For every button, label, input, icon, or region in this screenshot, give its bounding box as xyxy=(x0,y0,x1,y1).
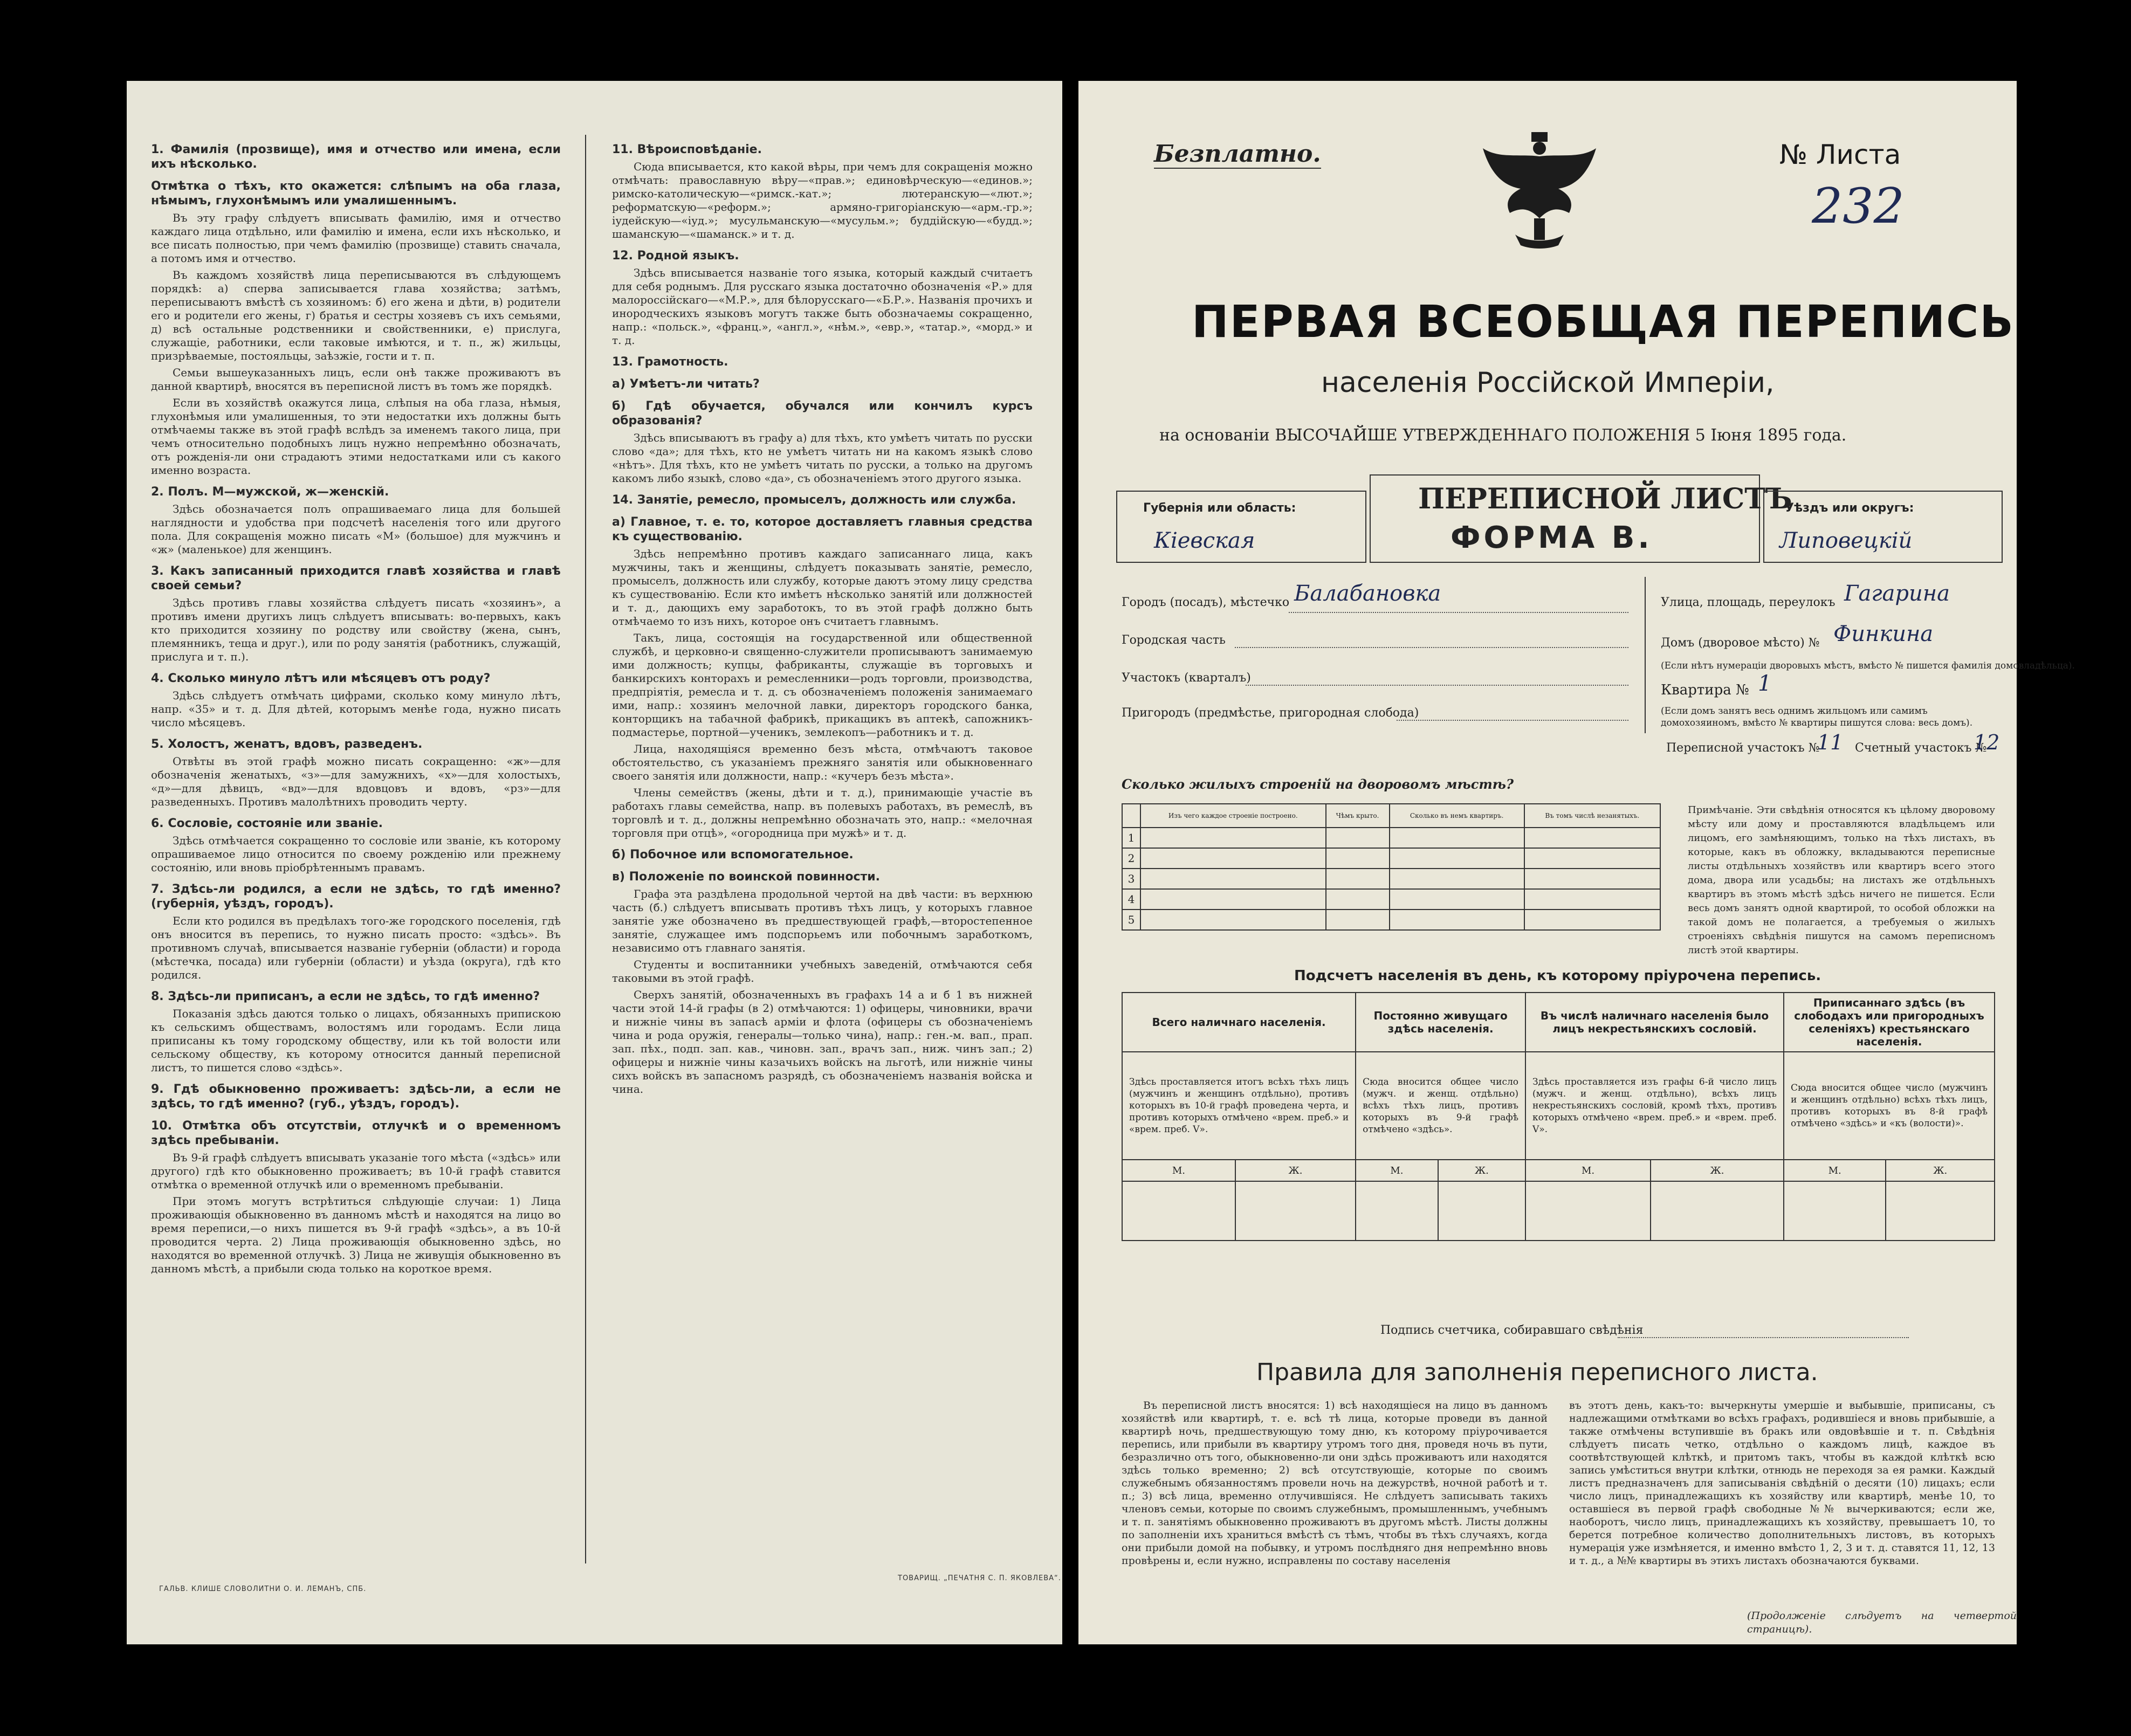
table-cell[interactable] xyxy=(1524,828,1660,848)
table-cell[interactable] xyxy=(1140,910,1326,930)
page-title: ПЕРВАЯ ВСЕОБЩАЯ ПЕРЕПИСЬ xyxy=(1192,297,2015,348)
section-heading: а) Умѣетъ-ли читать? xyxy=(612,377,760,391)
page-subtitle: населенія Россійской Имперіи, xyxy=(1321,367,1775,399)
section-paragraph: Въ 9-й графѣ слѣдуетъ вписывать указаніе того мѣста («здѣсь» или другого) гдѣ кто обыкновенно проживаетъ; въ 10-й графѣ ставится отмѣтка о временной отлучкѣ или о временномъ пребываніи. xyxy=(151,1151,561,1191)
count-note: Сюда вносится общее число (мужчинъ и женщинъ отдѣльно) всѣхъ тѣхъ лицъ, противъ которыхъ въ 8-й графѣ отмѣчено «здѣсь» и «къ (волости)». xyxy=(1784,1052,1995,1160)
buildings-table xyxy=(1122,803,1661,931)
table-cell[interactable] xyxy=(1390,869,1524,889)
kvartira-note: (Если домъ занятъ весь однимъ жильцомъ или самимъ домохозяиномъ, вмѣсто № квартиры пишутся слова: весь домъ). xyxy=(1661,706,1973,728)
section-paragraph: Графа эта раздѣлена продольной чертой на двѣ части: въ верхнюю часть (б.) слѣдуетъ вписывать противъ тѣхъ лицъ, у которыхъ главное занятіе уже обозначено въ предшествующей графѣ,—второстепенное занятіе, служащее имъ подспорьемъ или побочнымъ заработкомъ, независимо отъ главнаго занятія. xyxy=(612,887,1033,954)
form-header-box xyxy=(1116,474,2001,561)
schetny-uchastok-value[interactable]: 12 xyxy=(1974,731,2000,754)
row-number: 1 xyxy=(1122,828,1140,848)
right-page xyxy=(1078,81,2075,1644)
section-heading: 1. Фамилія (прозвище), имя и отчество или имена, если ихъ нѣсколько. xyxy=(151,143,561,171)
section-paragraph: Въ эту графу слѣдуетъ вписывать фамилію, имя и отчество каждаго лица отдѣльно, или фамилію и имена, если ихъ нѣсколько, и все писать полностью, при чемъ фамилію (прозвище) ставить сначала, а потомъ имя и отчество. xyxy=(151,211,561,265)
table-cell[interactable] xyxy=(1390,910,1524,930)
count-note: Здѣсь проставляется итогъ всѣхъ тѣхъ лицъ (мужчинъ и женщинъ отдѣльно), противъ которыхъ въ 10-й графѣ проведена черта, и противъ которыхъ отмѣчено «врем. преб.» и «врем. преб. V». xyxy=(1122,1052,1356,1160)
section-heading: 10. Отмѣтка объ отсутствіи, отлучкѣ и о временномъ здѣсь пребываніи. xyxy=(151,1119,561,1147)
section-paragraph: Сюда вписывается, кто какой вѣры, при чемъ для сокращенія можно отмѣчать: православную вѣру—«прав.»; единовѣрческую—«единов.»; римско-католическую—«римск.-кат.»; лютеранскую—«лют.»; реформатскую—«реформ.»; армяно-григоріанскую—«арм.-гр.»; іудейскую—«іуд.»; мусульманскую—«мусульм.»; буддійскую—«будд.»; шаманскую—«шаманск.» и т. д. xyxy=(612,160,1033,240)
section-paragraph: Здѣсь обозначается полъ опрашиваемаго лица для большей наглядности и удобства при подсчетѣ населенія того или другого пола. Для сокращенія можно писать «М» (большое) для мужчинъ и «ж» (маленькое) для женщинъ. xyxy=(151,502,561,556)
imperial-eagle-icon xyxy=(1477,127,1601,251)
podschet-title: Подсчетъ населенія въ день, къ которому пріурочена перепись. xyxy=(1294,968,1821,984)
row-number: 4 xyxy=(1122,889,1140,910)
row-number: 2 xyxy=(1122,848,1140,869)
table-cell[interactable] xyxy=(1390,848,1524,869)
count-note: Сюда вносится общее число (мужч. и женщ. отдѣльно) всѣхъ тѣхъ лицъ, противъ которыхъ въ 9-й графѣ отмѣчено «здѣсь». xyxy=(1356,1052,1525,1160)
section-heading: 8. Здѣсь-ли приписанъ, а если не здѣсь, то гдѣ именно? xyxy=(151,990,540,1003)
section-heading: 2. Полъ. М—мужской, ж—женскій. xyxy=(151,485,389,499)
female-column-label: Ж. xyxy=(1886,1160,1995,1181)
gorod-label: Городъ (посадъ), мѣстечко xyxy=(1122,596,1290,609)
section-paragraph: Студенты и воспитанники учебныхъ заведеній, отмѣчаются себя таковыми въ этой графѣ. xyxy=(612,958,1033,984)
column-divider xyxy=(585,135,586,1563)
table-cell[interactable] xyxy=(1524,848,1660,869)
perepisnoi-uchastok-value[interactable]: 11 xyxy=(1817,731,1844,754)
count-input-cell[interactable] xyxy=(1651,1181,1784,1241)
table-cell[interactable] xyxy=(1140,848,1326,869)
instructions-column-1 xyxy=(151,135,561,1563)
section-paragraph: Показанія здѣсь даются только о лицахъ, обязанныхъ припискою къ сельскимъ обществамъ, волостямъ или городамъ. Если лица приписаны къ тому городскому обществу, или къ той волости или сельскому обществу, къ которому относится данный переписной листъ, то пишется слово «здѣсь». xyxy=(151,1007,561,1074)
section-heading: 4. Сколько минуло лѣтъ или мѣсяцевъ отъ роду? xyxy=(151,672,491,685)
perepisnoi-uchastok-label: Переписной участокъ № xyxy=(1666,741,1820,755)
sheet-number-value[interactable]: 232 xyxy=(1812,178,1905,235)
table-row xyxy=(1122,828,1660,848)
sheet-number-label: № Листа xyxy=(1779,139,1901,170)
section-paragraph: Здѣсь отмѣчается сокращенно то сословіе или званіе, къ которому опрашиваемое лицо относится по своему рожденію или прежнему состоянію, или вновь пріобрѣтеннымъ правамъ. xyxy=(151,834,561,874)
buildings-header: Сколько въ немъ квартиръ. xyxy=(1390,804,1524,828)
table-row xyxy=(1122,889,1660,910)
table-cell[interactable] xyxy=(1524,889,1660,910)
section-paragraph: Здѣсь противъ главы хозяйства слѣдуетъ писать «хозяинъ», а противъ имени другихъ лицъ слѣдуетъ вписывать: во-первыхъ, какъ кто приходится хозяину по родству или свойству (жена, сынъ, племянникъ, теща и друг.), или по роду занятія (работникъ, служащій, прислуга и т. п.). xyxy=(151,596,561,663)
count-header: Постоянно живущаго здѣсь населенія. xyxy=(1356,993,1525,1052)
primechanie-note: Примѣчаніе. Эти свѣдѣнія относятся къ цѣлому дворовому мѣсту или дому и проставляются владѣльцемъ или лицомъ, его замѣняющимъ, только на тѣхъ листахъ, въ которые, какъ въ обложку, вкладываются переписные листы отдѣльныхъ хозяйствъ или квартиръ всего этого дома, двора или усадьбы; на листахъ же отдѣльныхъ квартиръ въ этомъ мѣстѣ здѣсь ничего не пишется. Если весь домъ занятъ одной квартирой, то особой обложки на такой домъ не полагается, а требуемыя о жилыхъ строеніяхъ свѣдѣнія пишутся на самомъ переписномъ листѣ этой квартиры. xyxy=(1688,804,1995,956)
row-number: 3 xyxy=(1122,869,1140,889)
count-header: Въ числѣ наличнаго населенія было лицъ некрестьянскихъ сословій. xyxy=(1525,993,1784,1052)
table-row xyxy=(1122,869,1660,889)
section-heading: б) Побочное или вспомогательное. xyxy=(612,848,854,862)
section-paragraph: Здѣсь непремѣнно противъ каждаго записаннаго лица, какъ мужчины, такъ и женщины, слѣдуетъ показывать занятіе, ремесло, промыселъ, должность или службу, которые даютъ этому лицу средства къ существованію. Если кто имѣетъ нѣсколько занятій или должностей и т. д., дающихъ ему заработокъ, то въ этой графѣ должно быть отмѣчаемо то изъ нихъ, которое онъ считаетъ главнымъ. xyxy=(612,547,1033,628)
row-number: 5 xyxy=(1122,910,1140,930)
free-label: Безплатно. xyxy=(1154,140,1321,168)
printer-credit-left: ГАЛЬВ. КЛИШЕ СЛОВОЛИТНИ О. И. ЛЕМАНЪ, СПБ. xyxy=(159,1585,367,1593)
table-cell[interactable] xyxy=(1326,889,1390,910)
gorodskaya-chast-label: Городская часть xyxy=(1122,633,1226,647)
table-cell[interactable] xyxy=(1140,889,1326,910)
section-heading: 9. Гдѣ обыкновенно проживаетъ: здѣсь-ли, а если не здѣсь, то гдѣ именно? (губ., уѣздъ, городъ). xyxy=(151,1083,561,1111)
count-header: Всего наличнаго населенія. xyxy=(1122,993,1356,1052)
section-heading: в) Положеніе по воинской повинности. xyxy=(612,870,881,884)
section-heading: 11. Вѣроисповѣданіе. xyxy=(612,143,762,156)
female-column-label: Ж. xyxy=(1235,1160,1356,1181)
table-cell[interactable] xyxy=(1140,869,1326,889)
section-paragraph: Отвѣты въ этой графѣ можно писать сокращенно: «ж»—для обозначенія женатыхъ, «з»—для замужнихъ, «х»—для холостыхъ, «д»—для дѣвицъ, «вд»—для вдовцовъ и вдовъ, «рз»—для разведенныхъ. Противъ малолѣтнихъ проводить черту. xyxy=(151,755,561,808)
table-row xyxy=(1122,848,1660,869)
population-count-table xyxy=(1122,992,1995,1241)
section-heading: б) Гдѣ обучается, обучался или кончилъ курсъ образованія? xyxy=(612,399,1033,428)
count-input-cell[interactable] xyxy=(1525,1181,1651,1241)
section-paragraph: Здѣсь слѣдуетъ отмѣчать цифрами, сколько кому минуло лѣтъ, напр. «35» и т. д. Для дѣтей, которымъ менѣе года, нужно писать число мѣсяцевъ. xyxy=(151,689,561,729)
section-heading: 5. Холостъ, женатъ, вдовъ, разведенъ. xyxy=(151,738,423,751)
podpis-label: Подпись счетчика, собиравшаго свѣдѣнія xyxy=(1380,1324,1644,1337)
buildings-header: Изъ чего каждое строеніе построено. xyxy=(1140,804,1326,828)
count-input-cell[interactable] xyxy=(1886,1181,1995,1241)
table-cell[interactable] xyxy=(1524,910,1660,930)
instructions-column-2 xyxy=(612,135,1033,1563)
section-paragraph: Здѣсь вписывается названіе того языка, который каждый считаетъ для себя роднымъ. Для русскаго языка достаточно обозначенія «Р.» для малороссійскаго—«М.Р.», для бѣлорусскаго—«Б.Р.». Названія прочихъ и инородческихъ языковъ могутъ также быть обозначаемы сокращенно, напр.: «польск.», «франц.», «англ.», «нѣм.», «евр.», «татар.», «морд.» и т. д. xyxy=(612,266,1033,347)
section-paragraph: Если въ хозяйствѣ окажутся лица, слѣпыя на оба глаза, нѣмыя, глухонѣмыя или умалишенныя, то эти недостатки ихъ должны быть отмѣчаемы также въ этой графѣ вслѣдъ за именемъ такого лица, при чемъ относительно подобныхъ лицъ нужно непремѣнно обозначать, отъ рожденія-ли они страдаютъ этими недостатками или съ какого именно возраста. xyxy=(151,396,561,477)
dom-value[interactable]: Финкина xyxy=(1833,622,1934,646)
male-column-label: М. xyxy=(1356,1160,1438,1181)
section-paragraph: Сверхъ занятій, обозначенныхъ въ графахъ 14 а и б 1 въ нижней части этой 14-й графы (в 2) отмѣчаются: 1) офицеры, чиновники, врачи и нижніе чины въ запасѣ арміи и флота (офицеры съ обозначеніемъ чина и рода оружія, генералы—только чина), напр.: ген.-м. вап., прап. зап. пѣх., подп. зап. кав., чиновн. зап., врачъ зап., ниж. чинъ зап.; 2) офицеры и нижніе чины казачьихъ войскъ на льготѣ, или нижніе чины сихъ войскъ въ запасномъ разрядѣ, съ обозначеніемъ названія войска и чина. xyxy=(612,988,1033,1096)
male-column-label: М. xyxy=(1122,1160,1235,1181)
ulica-label: Улица, площадь, переулокъ xyxy=(1661,596,1836,609)
section-paragraph: Въ каждомъ хозяйствѣ лица переписываются въ слѣдующемъ порядкѣ: а) сперва записывается глава хозяйства; затѣмъ, переписываютъ вмѣстѣ съ хозяиномъ: б) его жена и дѣти, в) родители его и родители его жены, г) братья и сестры хозяевъ съ ихъ семьями, д) всѣ остальные родственники и свойственники, е) прислуга, служащіе, работники, если таковые имѣются, и т. п., ж) жильцы, призрѣваемые, постояльцы, заѣзжіе, гости и т. п. xyxy=(151,268,561,362)
section-paragraph: Лица, находящіяся временно безъ мѣста, отмѣчаютъ таковое обстоятельство, съ указаніемъ прежняго занятія или обыкновеннаго своего занятія или должности, напр.: «кучеръ безъ мѣста». xyxy=(612,742,1033,782)
section-paragraph: Здѣсь вписываютъ въ графу а) для тѣхъ, кто умѣетъ читать по русски слово «да»; для тѣхъ, кто не умѣетъ читать ни на какомъ языкѣ слово «нѣтъ». Для тѣхъ, кто не умѣетъ читать по русски, а только на другомъ какомъ либо языкѣ, слово «да», съ обозначеніемъ этого другого языка. xyxy=(612,431,1033,485)
male-column-label: М. xyxy=(1784,1160,1886,1181)
buildings-header: Чѣмъ крыто. xyxy=(1326,804,1390,828)
ulica-value[interactable]: Гагарина xyxy=(1844,581,1950,606)
table-cell[interactable] xyxy=(1524,869,1660,889)
stroeniy-question: Сколько жилыхъ строеній на дворовомъ мѣстѣ? xyxy=(1122,776,1514,792)
count-note: Здѣсь проставляется изъ графы 6-й число лицъ (мужч. и женщ. отдѣльно), всѣхъ лицъ некрестьянскихъ сословій, кромѣ тѣхъ, противъ которыхъ отмѣчено «врем. преб.» и «врем. преб. V». xyxy=(1525,1052,1784,1160)
uezd-value[interactable]: Липовецкій xyxy=(1779,528,1913,553)
uezd-label: Уѣздъ или округъ: xyxy=(1785,501,1914,515)
section-heading: 13. Грамотность. xyxy=(612,355,728,369)
section-heading: 6. Сословіе, состояніе или званіе. xyxy=(151,817,383,830)
gubernia-value[interactable]: Кіевская xyxy=(1154,528,1255,553)
dom-note: (Если нѣтъ нумераціи дворовыхъ мѣстъ, вмѣсто № пишется фамилія домовладѣльца). xyxy=(1661,660,2075,671)
section-paragraph: Такъ, лица, состоящія на государственной или общественной службѣ, и церковно-и священно-служители прописываютъ занимаемую ими должность; купцы, фабриканты, служащіе въ торговыхъ и банкирскихъ конторахъ и ремесленники—родъ торговли, производства, предпріятія, ремесла и т. д. съ обозначеніемъ положенія занимаемаго ими, напр.: хозяинъ мелочной лавки, директоръ городского банка, конторщикъ на табачной фабрикѣ, прикащикъ въ аптекѣ, сапожникъ-подмастерье, портной—ученикъ, землекопъ—работникъ и т. д. xyxy=(612,631,1033,739)
table-row xyxy=(1122,910,1660,930)
female-column-label: Ж. xyxy=(1438,1160,1525,1181)
section-paragraph: Если кто родился въ предѣлахъ того-же городского поселенія, гдѣ онъ вносится въ перепись, то нужно писать просто: «здѣсь». Въ противномъ случаѣ, вписывается названіе губерніи (области) и города (мѣстечка, посада) или губерніи (области) и уѣзда (округа), гдѣ кто родился. xyxy=(151,914,561,981)
form-title: ПЕРЕПИСНОЙ ЛИСТЪ xyxy=(1418,483,1792,515)
count-input-cell[interactable] xyxy=(1438,1181,1525,1241)
form-subtitle: ФОРМА В. xyxy=(1451,520,1653,555)
pravila-title: Правила для заполненія переписного листа. xyxy=(1256,1359,1818,1386)
count-input-cell[interactable] xyxy=(1784,1181,1886,1241)
section-paragraph: Семьи вышеуказанныхъ лицъ, если онѣ также проживаютъ въ данной квартирѣ, вносятся въ переписной листъ въ томъ же порядкѣ. xyxy=(151,366,561,392)
section-heading: 3. Какъ записанный приходится главѣ хозяйства и главѣ своей семьи? xyxy=(151,564,561,593)
table-cell[interactable] xyxy=(1140,828,1326,848)
section-heading: а) Главное, т. е. то, которое доставляетъ главныя средства къ существованію. xyxy=(612,515,1033,543)
buildings-header: Въ томъ числѣ незанятыхъ. xyxy=(1524,804,1660,828)
count-input-cell[interactable] xyxy=(1122,1181,1235,1241)
section-paragraph: При этомъ могутъ встрѣтиться слѣдующіе случаи: 1) Лица проживающія обыкновенно въ данномъ мѣстѣ и находятся на лицо во время переписи,—о нихъ пишется въ 9-й графѣ «здѣсь», а въ 10-й проводится черта. 2) Лица проживающія обыкновенно здѣсь, но находятся во временной отлучкѣ. 3) Лица не живущія обыкновенно въ данномъ мѣстѣ, а прибыли сюда только на короткое время. xyxy=(151,1195,561,1275)
section-heading: 12. Родной языкъ. xyxy=(612,249,739,263)
table-cell[interactable] xyxy=(1326,910,1390,930)
male-column-label: М. xyxy=(1525,1160,1651,1181)
page-subtitle-decree: на основаніи ВЫСОЧАЙШЕ УТВЕРЖДЕННАГО ПОЛОЖЕНІЯ 5 Іюня 1895 года. xyxy=(1159,426,1847,445)
kvartira-label: Квартира № xyxy=(1661,682,1749,698)
kvartira-value[interactable]: 1 xyxy=(1758,671,1772,696)
count-input-cell[interactable] xyxy=(1235,1181,1356,1241)
female-column-label: Ж. xyxy=(1651,1160,1784,1181)
schetny-uchastok-label: Счетный участокъ № xyxy=(1855,741,1987,755)
section-heading: 7. Здѣсь-ли родился, а если не здѣсь, то гдѣ именно? (губернія, уѣздъ, городъ). xyxy=(151,883,561,911)
uchastok-label: Участокъ (кварталъ) xyxy=(1122,671,1251,685)
printer-credit-right: ТОВАРИЩ. „ПЕЧАТНЯ С. П. ЯКОВЛЕВА“. xyxy=(898,1574,1061,1582)
table-cell[interactable] xyxy=(1390,889,1524,910)
table-cell[interactable] xyxy=(1326,869,1390,889)
gorod-value[interactable]: Балабановка xyxy=(1294,581,1441,606)
table-cell[interactable] xyxy=(1390,828,1524,848)
prigorod-label: Пригородъ (предмѣстье, пригородная слобода) xyxy=(1122,706,1419,720)
section-heading: 14. Занятіе, ремесло, промыселъ, должность или служба. xyxy=(612,493,1016,507)
dom-label: Домъ (дворовое мѣсто) № xyxy=(1661,636,1820,650)
section-paragraph: Члены семействъ (жены, дѣти и т. д.), принимающіе участіе въ работахъ главы семейства, напр. въ полевыхъ работахъ, въ ремеслѣ, въ торговлѣ и т. д., должны непремѣнно обозначать это, напр.: «мелочная торговля при отцѣ», «огородница при мужѣ» и т. д. xyxy=(612,786,1033,839)
gubernia-label: Губернія или область: xyxy=(1143,501,1296,515)
table-cell[interactable] xyxy=(1326,828,1390,848)
section-heading: Отмѣтка о тѣхъ, кто окажется: слѣпымъ на оба глаза, нѣмымъ, глухонѣмымъ или умалишеннымъ. xyxy=(151,180,561,208)
pravila-column-2: въ этотъ день, какъ-то: вычеркнуты умершіе и выбывшіе, приписаны, съ надлежащими отмѣтками во всѣхъ графахъ, родившіеся и вновь прибывшіе, а также отмѣчены вступившіе въ бракъ или овдовѣвшіе и т. п. Свѣдѣнія слѣдуетъ писать четко, отдѣльно о каждомъ лицѣ, каждое въ соотвѣтствующей клѣткѣ, и притомъ такъ, чтобы въ каждой клѣткѣ всю запись умѣститься внутри клѣтки, отнюдь не переходя за ея рамки. Каждый листъ предназначенъ для записыванія свѣдѣній о десяти (10) лицахъ; если число лицъ, принадлежащихъ къ хозяйству или квартирѣ, менѣе 10, то оставшіеся въ первой графѣ свободные №№ вычеркиваются; если же, наоборотъ, число лицъ, принадлежащихъ къ хозяйству, превышаетъ 10, то берется потребное количество дополнительныхъ листовъ, въ которыхъ нумерація уже измѣняется, и именно вмѣсто 1, 2, 3 и т. д. ставятся 11, 12, 13 и т. д., а №№ квартиры въ этихъ листахъ обозначаются буквами. xyxy=(1569,1400,1995,1567)
continued-note: (Продолженіе слѣдуетъ на четвертой страницѣ). xyxy=(1747,1610,2017,1635)
count-header: Приписаннаго здѣсь (въ слободахъ или пригородныхъ селеніяхъ) крестьянскаго населенія. xyxy=(1784,993,1995,1052)
table-cell[interactable] xyxy=(1326,848,1390,869)
count-input-cell[interactable] xyxy=(1356,1181,1438,1241)
pravila-column-1: Въ переписной листъ вносятся: 1) всѣ находящіеся на лицо въ данномъ хозяйствѣ или квартирѣ, т. е. всѣ тѣ лица, которые проведи въ данной квартирѣ ночь, предшествующую тому дню, къ которому пріурочивается перепись, или прибыли въ квартиру утромъ того дня, проведя ночь въ пути, безразлично отъ того, обыкновенно-ли они здѣсь проживаютъ или находятся здѣсь только временно; 2) всѣ отсутствующіе, которые по своимъ служебнымъ обязанностямъ провели ночь на дежурствѣ, ночной работѣ и т. п.; 3) всѣ лица, временно отлучившіяся. Не слѣдуетъ записывать такихъ членовъ семьи, которые по своимъ служебнымъ, промышленнымъ, учебнымъ и т. п. занятіямъ обыкновенно проживаютъ въ другомъ мѣстѣ. Листы должны по заполненіи ихъ храниться вмѣстѣ съ тѣмъ, чтобы въ тѣхъ случаяхъ, когда они прибыли домой на побывку, и утромъ послѣдняго дня непремѣнно вновь провѣрены и, если нужно, исправлены по составу населенія xyxy=(1122,1400,1548,1567)
left-page xyxy=(127,81,1062,1644)
